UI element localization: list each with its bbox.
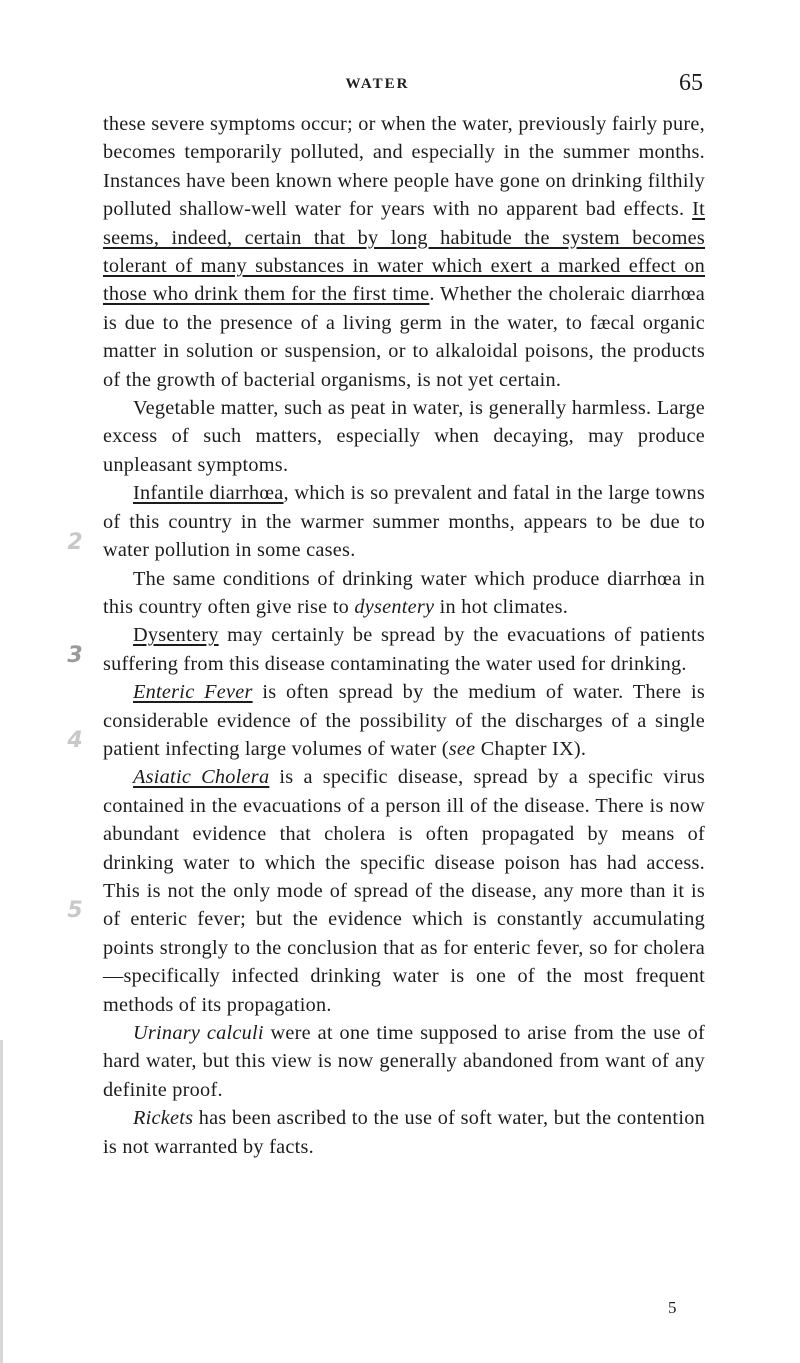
body-text (103, 110, 705, 1161)
term-dysentery-italic: dysentery (354, 595, 435, 618)
paragraph-text: may certainly be spread by the evacuations of patients suffering from this disease contaminating the water used for drinking. (103, 624, 705, 675)
paragraph-text: The same conditions of drinking water which produce diarrhœa in this country often give rise to (103, 567, 705, 618)
paragraph-same-conditions (103, 565, 705, 622)
paragraph-infantile-diarrhoea (103, 479, 705, 564)
paragraph-enteric-fever (103, 678, 705, 763)
underlined-passage: It seems, indeed, certain that by long habitude the system becomes tolerant of many substances in water which exert a marked effect on those who drink them for the first time (103, 198, 705, 306)
paragraph-urinary-calculi (103, 1019, 705, 1104)
paragraph-dysentery (103, 621, 705, 678)
paragraph-text: these severe symptoms occur; or when the water, previously fairly pure, becomes temporarily polluted, and especially in the summer months. Instances have been known where people have gone on drinking filthily polluted shallow-well water for years with no apparent bad effects. (103, 113, 705, 221)
term-rickets: Rickets (133, 1107, 194, 1130)
see-reference: see (448, 737, 476, 760)
paragraph-text: in hot climates. (434, 595, 569, 618)
term-infantile-diarrhoea: Infantile diarrhœa (133, 482, 284, 505)
paragraph-text: were at one time supposed to arise from the use of hard water, but this view is now generally abandoned from want of any definite proof. (103, 1022, 705, 1101)
term-urinary-calculi: Urinary calculi (133, 1022, 264, 1044)
paragraph-text: has been ascribed to the use of soft water, but the contention is not warranted by facts. (103, 1107, 705, 1158)
running-head (0, 68, 800, 104)
running-title: WATER (345, 76, 410, 92)
signature-mark: 5 (668, 1298, 677, 1317)
margin-note-5: 5 (67, 898, 83, 923)
page-edge-shadow (0, 1040, 3, 1363)
paragraph-rickets (103, 1104, 705, 1161)
page-number: 65 (679, 70, 703, 96)
term-dysentery: Dysentery (133, 624, 219, 647)
margin-note-4: 4 (67, 728, 83, 753)
paragraph-text: is often spread by the medium of water. There is considerable evidence of the possibility of the discharges of a single patient infecting large volumes of water ( (103, 681, 705, 760)
term-asiatic-cholera: Asiatic Cholera (133, 766, 270, 789)
term-enteric-fever: Enteric Fever (133, 681, 253, 704)
margin-note-2: 2 (67, 530, 83, 555)
margin-note-3: 3 (67, 643, 83, 668)
paragraph-vegetable-matter: Vegetable matter, such as peat in water, is generally harmless. Large excess of such matters, especially when decaying, may produce unpleasant symptoms. (103, 397, 705, 476)
paragraph-text: is a specific disease, spread by a specific virus contained in the evacuations of a person ill of the disease. There is now abundant evidence that cholera is often propagated by means of drinking water to which the specific disease poison has had access. This is not the only mode of spread of the disease, any more than it is of enteric fever; but the evidence which is constantly accumulating points strongly to the conclusion that as for enteric fever, so for cholera—specifically infected drinking water is one of the most frequent methods of its propagation. (103, 766, 705, 1016)
chapter-reference: Chapter IX). (475, 737, 587, 760)
paragraph-text: , which is so prevalent and fatal in the large towns of this country in the warmer summer months, appears to be due to water pollution in some cases. (103, 482, 705, 562)
paragraph-severe-symptoms (103, 110, 705, 394)
paragraph-asiatic-cholera (103, 763, 705, 1019)
paragraph-text: . Whether the choleraic diarrhœa is due to the presence of a living germ in the water, to fæcal organic matter in solution or suspension, or to alkaloidal poisons, the products of the growth of bacterial organisms, is not yet certain. (103, 283, 705, 391)
